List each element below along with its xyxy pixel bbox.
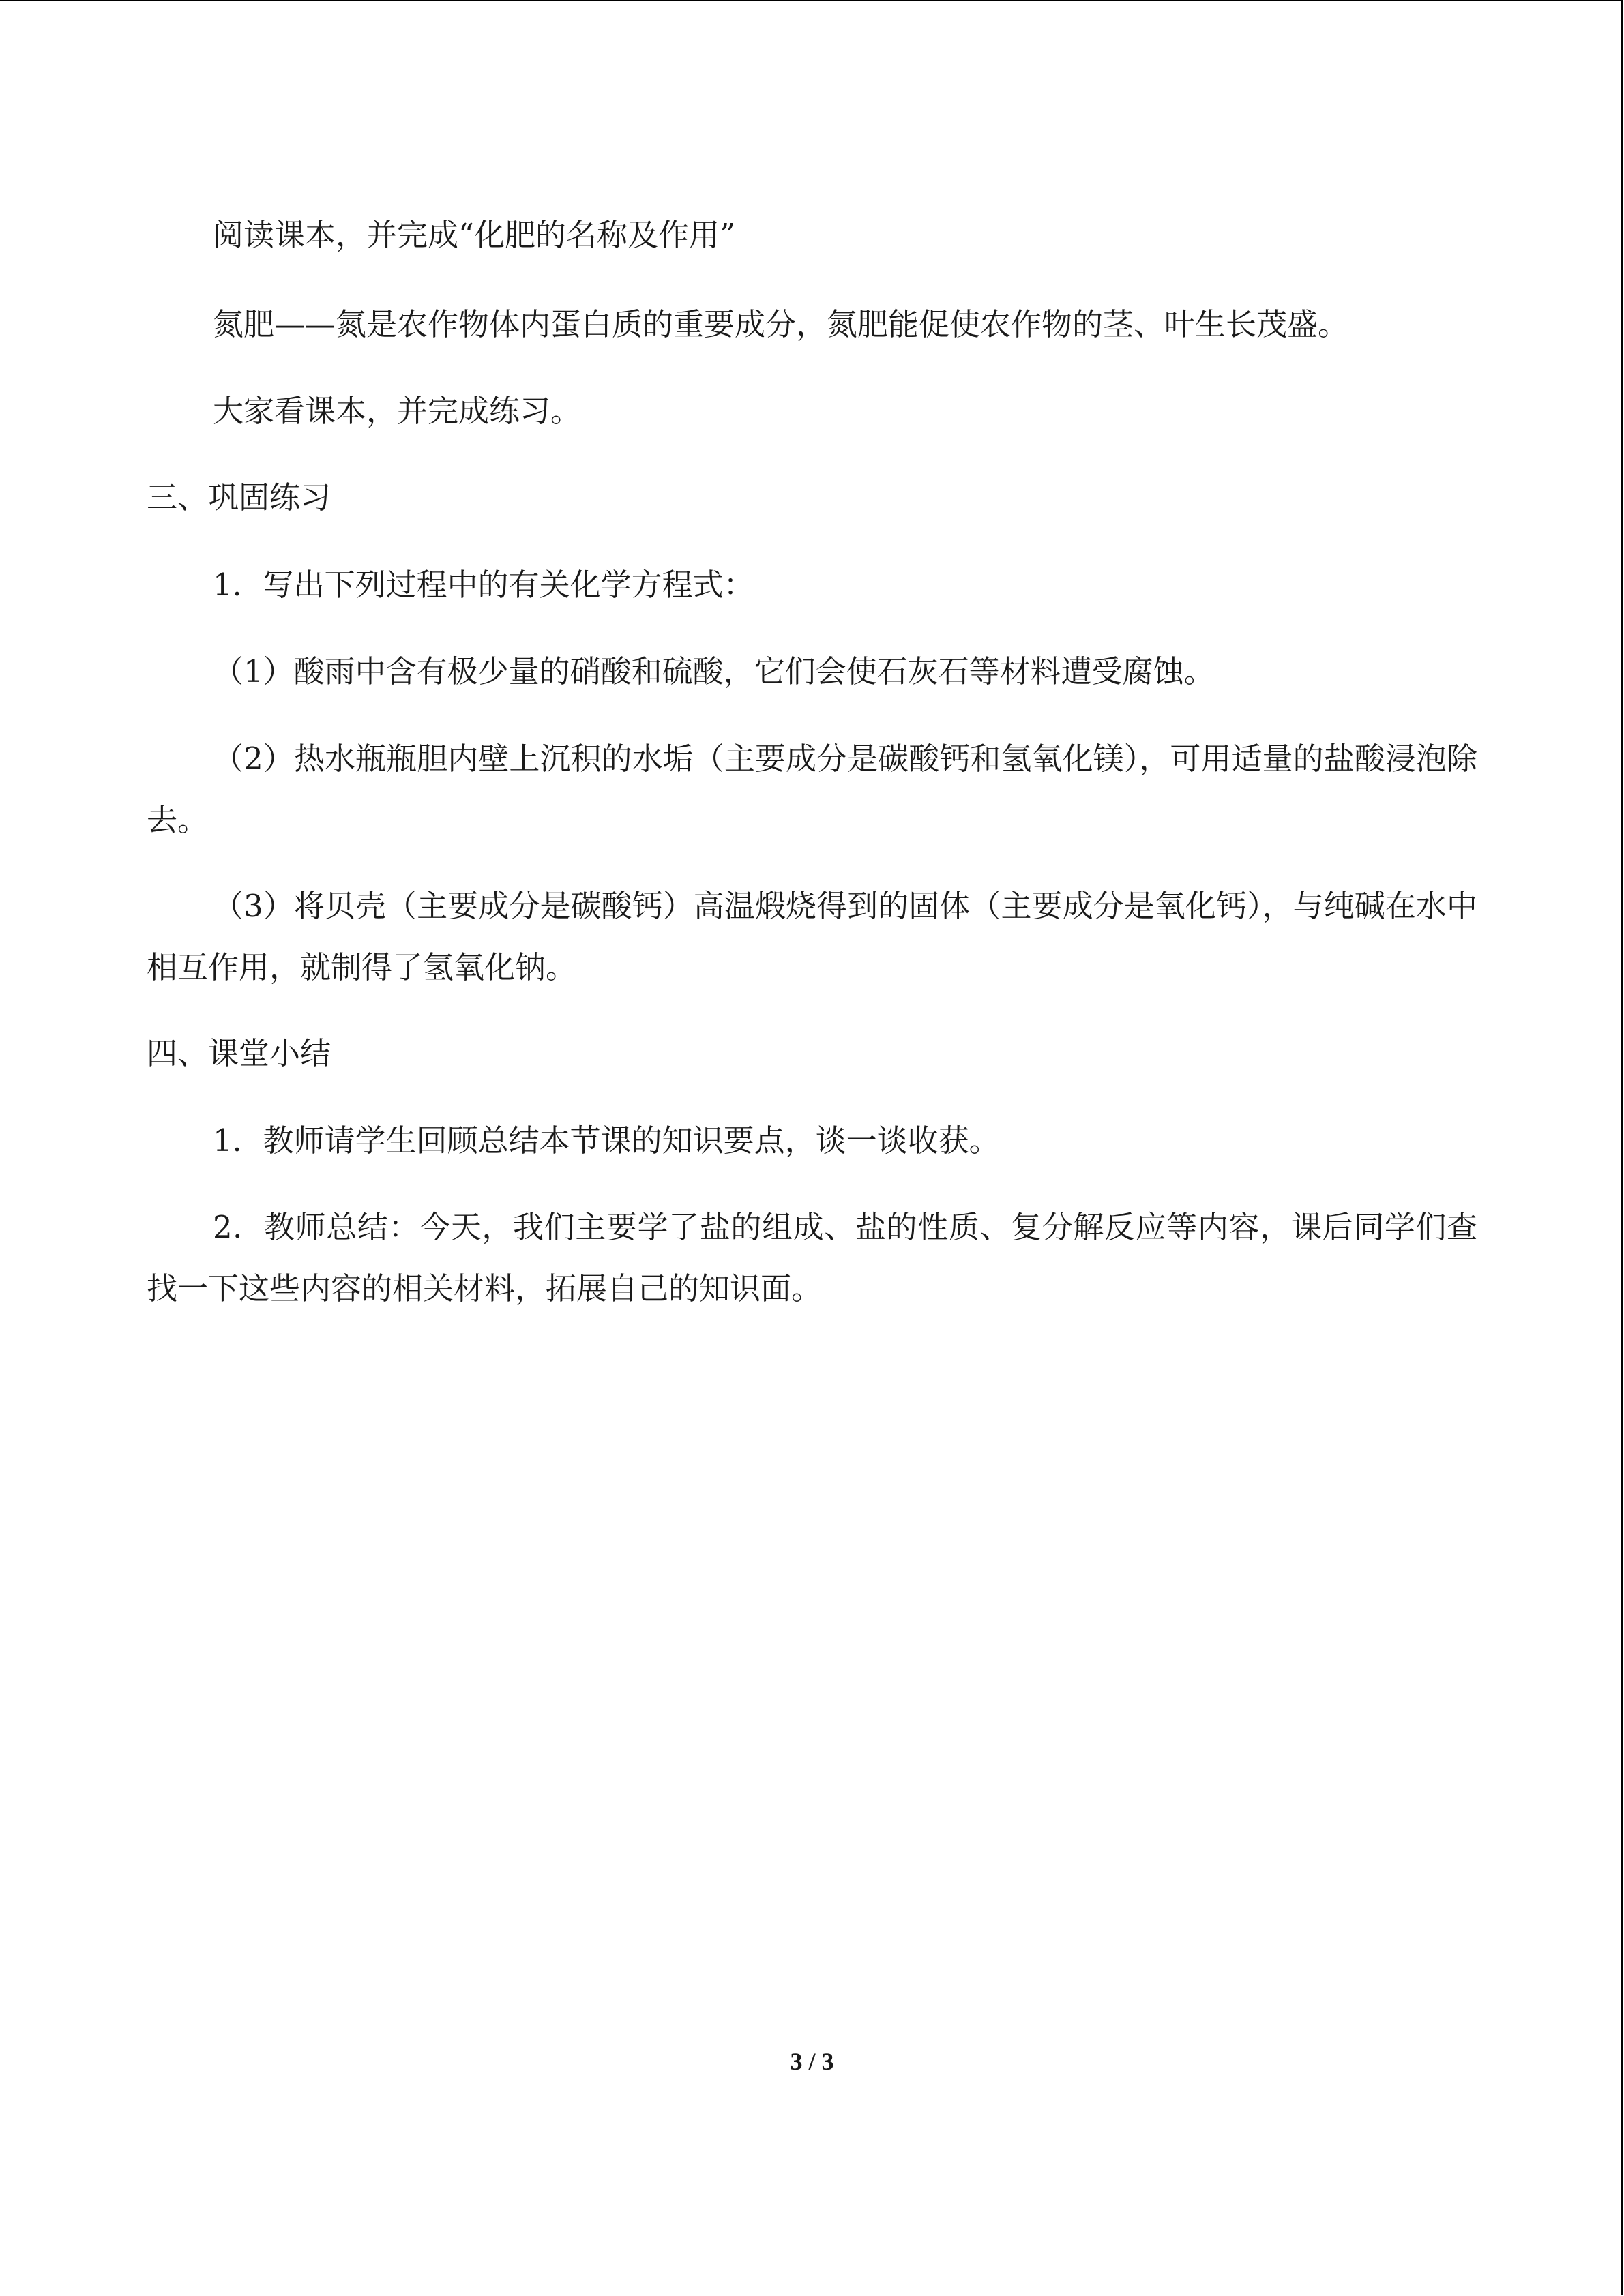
paragraph-read-textbook: 阅读课本，并完成“化肥的名称及作用” (213, 217, 736, 253)
paragraph-exercise-1-part-2: （2）热水瓶瓶胆内壁上沉积的水垢（主要成分是碳酸钙和氢氧化镁），可用适量的盐酸浸泡除去。 (147, 741, 1477, 838)
section-heading-practice: 三、巩固练习 (147, 479, 331, 516)
paragraph-summary-2: 2．教师总结：今天，我们主要学了盐的组成、盐的性质、复分解反应等内容，课后同学们查找一下这些内容的相关材料，拓展自己的知识面。 (147, 1209, 1477, 1307)
paragraph-exercise-1-part-1: （1）酸雨中含有极少量的硝酸和硫酸，它们会使石灰石等材料遭受腐蚀。 (213, 653, 1215, 689)
paragraph-exercise-1-part-3: （3）将贝壳（主要成分是碳酸钙）高温煅烧得到的固体（主要成分是氧化钙），与纯碱在水中相互作用，就制得了氢氧化钠。 (147, 888, 1477, 985)
paragraph-summary-1: 1．教师请学生回顾总结本节课的知识要点，谈一谈收获。 (213, 1122, 1000, 1159)
paragraph-nitrogen-fertilizer: 氮肥——氮是农作物体内蛋白质的重要成分，氮肥能促使农作物的茎、叶生长茂盛。 (213, 306, 1349, 342)
page-number: 3 / 3 (790, 2048, 834, 2075)
section-heading-summary: 四、课堂小结 (147, 1035, 331, 1071)
paragraph-textbook-exercise: 大家看课本，并完成练习。 (213, 393, 582, 429)
paragraph-exercise-1: 1．写出下列过程中的有关化学方程式： (213, 567, 754, 603)
